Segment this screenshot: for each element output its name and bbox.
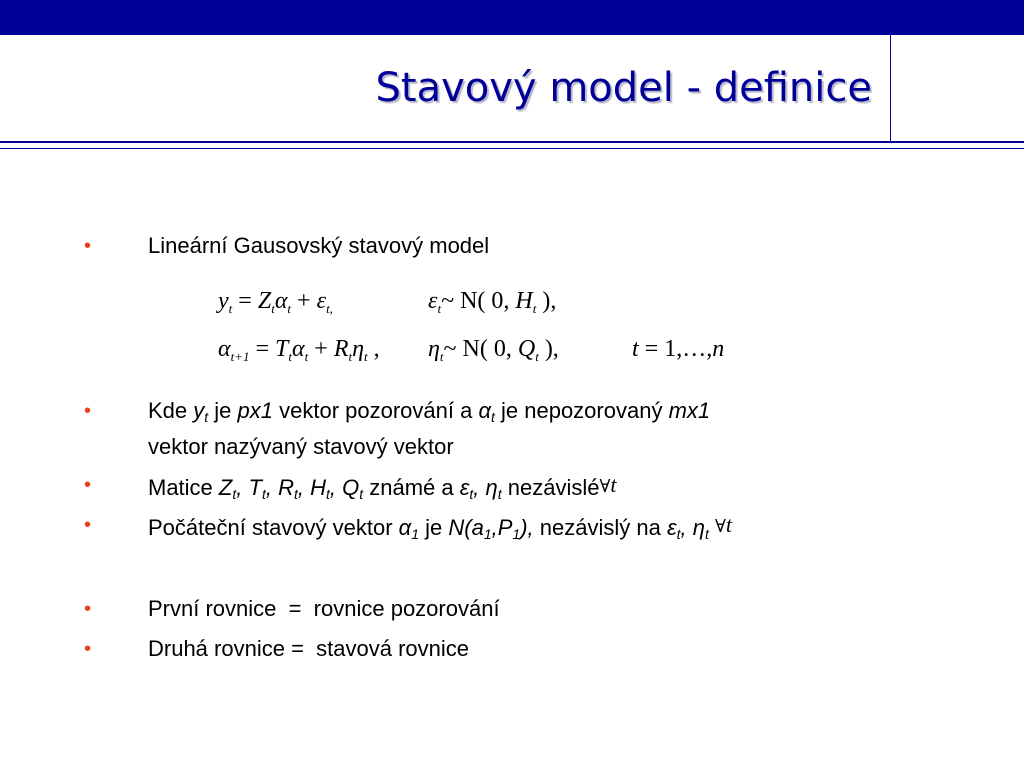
bullet-dot: • bbox=[84, 235, 92, 257]
bullet-dot: • bbox=[84, 514, 92, 536]
bullet-text: První rovnice = rovnice pozorování bbox=[148, 596, 500, 621]
state-equation: $\alpha_{t+1} = T_t\alpha_t + R_t\eta_t$ , bbox=[218, 336, 380, 364]
forall-symbol: ∀ bbox=[599, 476, 611, 497]
observation-equation: $y_t = Z_t\alpha_t + \varepsilon_{t,}$ bbox=[218, 288, 333, 316]
time-index-range: t = 1,…,n bbox=[632, 336, 725, 362]
observation-noise-distribution: $\varepsilon_t\sim$ N( 0, $H_t$ ), bbox=[428, 288, 557, 316]
bullet-text-line2: vektor nazývaný stavový vektor bbox=[148, 434, 454, 459]
bullet-text: Matice $Z_t$, $T_t$, $R_t$, $H_t$, $Q_t$ známé a $\varepsilon_t$, $\eta_t$ nezávislé∀t bbox=[148, 472, 617, 502]
title-underline bbox=[0, 141, 1024, 143]
bullet-dot: • bbox=[84, 474, 92, 496]
state-noise-distribution: $\eta_t\sim$ N( 0, $Q_t$ ), bbox=[428, 336, 559, 364]
bullet-dot: • bbox=[84, 400, 92, 422]
title-underline-thin bbox=[0, 148, 1024, 149]
forall-symbol: ∀ bbox=[715, 516, 726, 537]
title-divider-vertical bbox=[890, 35, 891, 141]
bullet-text-line1: Kde $y_t$ je px1 vektor pozorování a $\alpha_t$ je nepozorovaný mx1 bbox=[148, 398, 711, 425]
top-banner bbox=[0, 0, 1024, 35]
bullet-text: Lineární Gausovský stavový model bbox=[148, 233, 490, 258]
bullet-text: Druhá rovnice = stavová rovnice bbox=[148, 636, 469, 661]
bullet-dot: • bbox=[84, 598, 92, 620]
bullet-text: Počáteční stavový vektor $\alpha_1$ je $N(a_1,P_1)$, nezávislý na $\varepsilon_t$, $\eta_t$ ∀t bbox=[148, 512, 732, 542]
slide-title: Stavový model - definice bbox=[375, 65, 872, 111]
bullet-dot: • bbox=[84, 638, 92, 660]
